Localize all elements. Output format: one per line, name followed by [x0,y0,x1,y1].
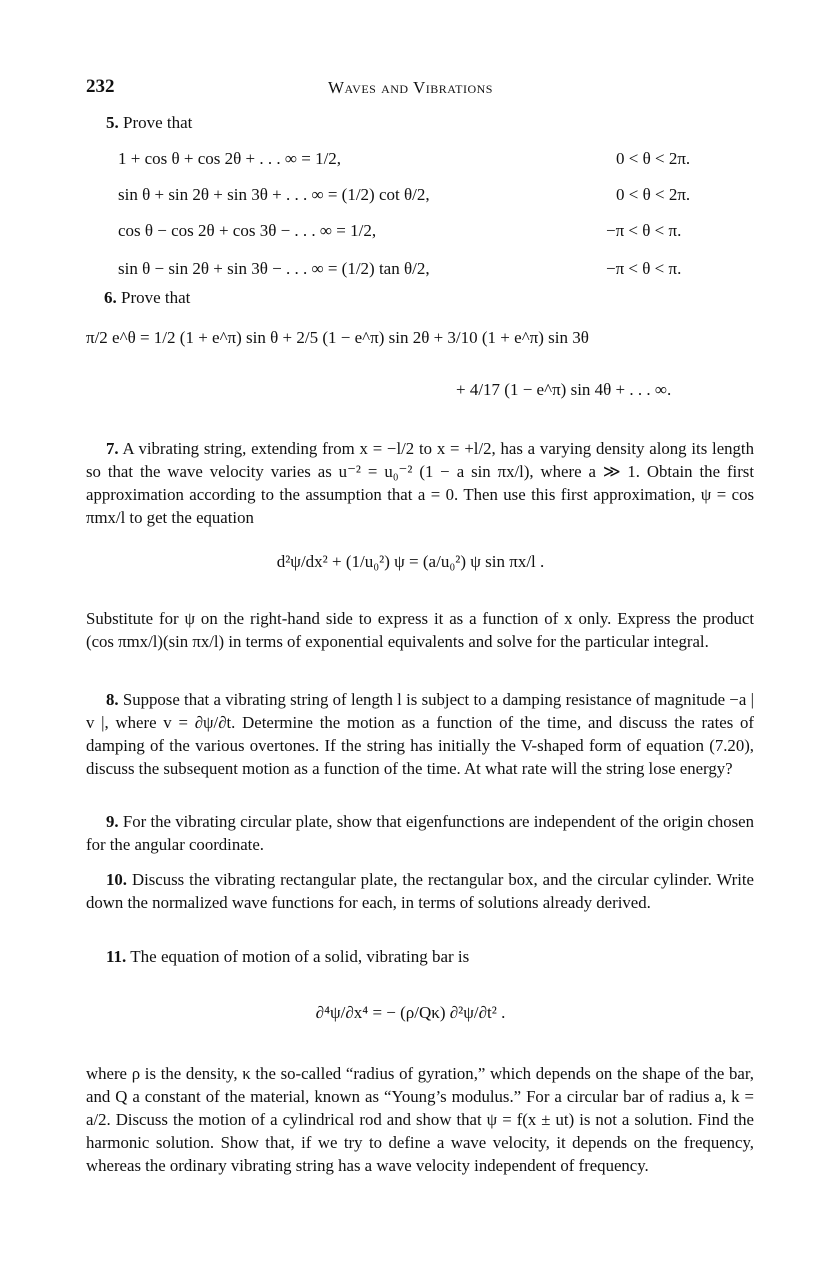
problem-body: Suppose that a vibrating string of length l is subject to a damping resistance of magnitude −a | v |, where v = ∂ψ/∂t. Determine the motion as a function of the time, and discuss the rates of damping of the various overtones. If the string has initially the V-shaped form of equation (7.20), discuss the subsequent motion as a function of the time. At what rate will the string lose energy? [86,690,754,778]
problem-number: 10. [106,870,127,889]
condition-5d: −π < θ < π. [606,259,682,278]
equation-5c: cos θ − cos 2θ + cos 3θ − . . . ∞ = 1/2, [118,221,377,240]
problem-intro: The equation of motion of a solid, vibrating bar is [130,947,470,966]
page-number: 232 [86,76,115,97]
problem-body: Discuss the vibrating rectangular plate, the rectangular box, and the circular cylinder. Write down the normalized wave functions for each, in terms of solutions already derived. [86,870,754,912]
problem-number: 8. [106,690,119,709]
equation-6-line1: π/2 e^θ = 1/2 (1 + e^π) sin θ + 2/5 (1 − e^π) sin 2θ + 3/10 (1 + e^π) sin 3θ [86,328,589,347]
problem-body: For the vibrating circular plate, show that eigenfunctions are independent of the origin chosen for the angular coordinate. [86,812,754,854]
equation-11: ∂⁴ψ/∂x⁴ = − (ρ/Qκ) ∂²ψ/∂t² . [315,1003,506,1022]
problem-number: 5. [106,113,119,132]
equation-7: d²ψ/dx² + (1/u₀²) ψ = (a/u₀²) ψ sin πx/l . [276,552,545,571]
running-title: Waves and Vibrations [328,78,493,97]
problem-5-heading [106,113,192,133]
problem-intro: Prove that [123,113,193,132]
problem-7-continuation: Substitute for ψ on the right-hand side to express it as a function of x only. Express the product (cos πmx/l)(sin πx/l) in terms of exponential equivalents and solve for the particular integral. [86,609,754,651]
problem-7-text [86,437,754,529]
problem-6-heading [104,288,190,308]
equation-5a: 1 + cos θ + cos 2θ + . . . ∞ = 1/2, [118,149,342,168]
equation-5b: sin θ + sin 2θ + sin 3θ + . . . ∞ = (1/2) cot θ/2, [118,185,430,204]
problem-body: A vibrating string, extending from x = −l/2 to x = +l/2, has a varying density along its length so that the wave velocity varies as u⁻² = u₀⁻² (1 − a sin πx/l), where a ≫ 1. Obtain the first approximation according to the assumption that a = 0. Then use this first approximation, ψ = cos πmx/l to get the equation [86,439,754,527]
condition-5c: −π < θ < π. [606,221,682,240]
problem-11-heading [106,947,469,967]
problem-9-text [86,810,754,856]
problem-11-text: where ρ is the density, κ the so-called “radius of gyration,” which depends on the shape of the bar, and Q a constant of the material, known as “Young’s modulus.” For a circular bar of radius a, k = a/2. Discuss the motion of a cylindrical rod and show that ψ = f(x ± ut) is not a solution. Find the harmonic solution. Show that, if we try to define a wave velocity, it depends on the frequency, whereas the ordinary vibrating string has a wave velocity independent of frequency. [86,1064,754,1175]
problem-number: 9. [106,812,119,831]
condition-5a: 0 < θ < 2π. [616,149,691,168]
equation-6-line2: + 4/17 (1 − e^π) sin 4θ + . . . ∞. [456,380,672,399]
problem-number: 7. [106,439,119,458]
problem-intro: Prove that [121,288,191,307]
equation-5d: sin θ − sin 2θ + sin 3θ − . . . ∞ = (1/2) tan θ/2, [118,259,430,278]
problem-10-text [86,868,754,914]
problem-number: 6. [104,288,117,307]
condition-5b: 0 < θ < 2π. [616,185,691,204]
problem-8-text [86,688,754,780]
problem-number: 11. [106,947,127,966]
